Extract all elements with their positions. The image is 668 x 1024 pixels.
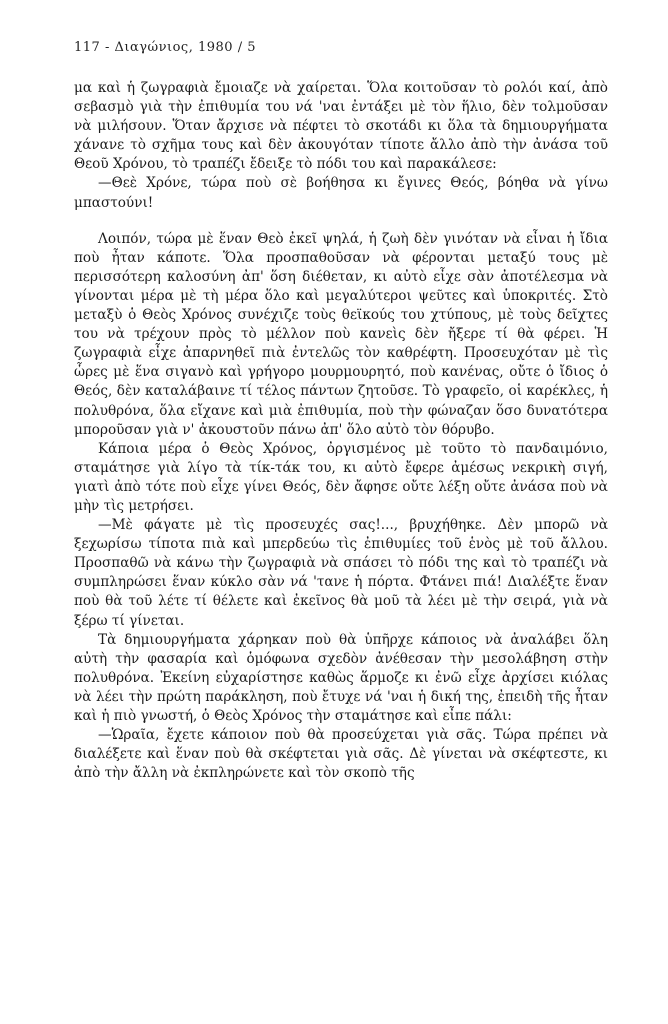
running-head: 117 - Διαγώνιος, 1980 / 5 <box>74 40 256 55</box>
paragraph: Κάποια μέρα ὁ Θεὸς Χρόνος, ὀργισμένος μὲ τοῦτο τὸ πανδαιμόνιο, σταμάτησε γιὰ λίγο τὰ τίκ-τάκ του, κι αὐτὸ ἔφερε ἀμέσως νεκρικὴ σιγή, γιατὶ ἀπὸ τότε ποὺ εἶχε γίνει Θεός, δὲν ἄφησε οὔτε λέξη οὔτε ἀνάσα ποὺ νὰ μὴν τὶς μετρήσει. <box>74 440 608 514</box>
body-text <box>74 79 608 783</box>
paragraph: Τὰ δημιουργήματα χάρηκαν ποὺ θὰ ὑπῆρχε κάποιος νὰ ἀναλάβει ὅλη αὐτὴ τὴν φασαρία καὶ ὁμόφωνα σχεδὸν ἀνέθεσαν τὴν μεσολάβηση στὴν πολυθρόνα. Ἐκείνη εὐχαρίστησε καθὼς ἅρμοζε κι ἐνῶ εἶχε ἀρχίσει κιόλας νὰ λέει τὴν πρώτη παράκληση, ποὺ ἔτυχε νά 'ναι ἡ δική της, ἐπειδὴ τῆς ἦταν καὶ ἡ πιὸ γνωστή, ὁ Θεὸς Χρόνος τὴν σταμάτησε καὶ εἶπε πάλι: <box>74 631 608 724</box>
dialogue-paragraph: —Ὡραῖα, ἔχετε κάποιον ποὺ θὰ προσεύχεται γιὰ σᾶς. Τώρα πρέπει νὰ διαλέξετε καὶ ἕναν ποὺ θὰ σκέφτεται γιὰ σᾶς. Δὲ γίνεται νὰ σκέφτεστε, κι ἀπὸ τὴν ἄλλη νὰ ἐκπληρώνετε καὶ τὸν σκοπὸ τῆς <box>74 727 608 782</box>
dialogue-paragraph: —Μὲ φάγατε μὲ τὶς προσευχές σας!..., βρυχήθηκε. Δὲν μπορῶ νὰ ξεχωρίσω τίποτα πιὰ καὶ μπερδεύω τὶς ἐπιθυμίες τοῦ ἑνὸς μὲ τοῦ ἄλλου. Προσπαθῶ νὰ κάνω τὴν ζωγραφιὰ νὰ σπάσει τὸ πόδι της καὶ τὸ τραπέζι νὰ συμπληρώσει ἕναν κύκλο σὰν νά 'τανε ἡ πόρτα. Φτάνει πιά! Διαλέξτε ἕναν ποὺ θὰ τοῦ λέτε τί θέλετε καὶ ἐκεῖνος θὰ μοῦ τὰ λέει μὲ τὴν σειρά, γιὰ νὰ ξέρω τί γίνεται. <box>74 517 608 629</box>
paragraph: μα καὶ ἡ ζωγραφιὰ ἔμοιαζε νὰ χαίρεται. Ὅλα κοιτοῦσαν τὸ ρολόι καί, ἀπὸ σεβασμὸ γιὰ τὴν ἐπιθυμία του νά 'ναι ἐντάξει μὲ τὸν ἥλιο, δὲν τολμοῦσαν νὰ μιλήσουν. Ὅταν ἄρχισε νὰ πέφτει τὸ σκοτάδι κι ὅλα τὰ δημιουργήματα χάνανε τὸ σχῆμα τους καὶ δὲν ἀκουγόταν τίποτε ἄλλο ἀπὸ τὴν ἀνάσα τοῦ Θεοῦ Χρόνου, τὸ τραπέζι ἔδειξε τὸ πόδι του καὶ παρακάλεσε: <box>74 80 608 173</box>
paragraph: Λοιπόν, τώρα μὲ ἕναν Θεὸ ἐκεῖ ψηλά, ἡ ζωὴ δὲν γινόταν νὰ εἶναι ἡ ἴδια ποὺ ἦταν κάποτε. Ὅλα προσπαθοῦσαν νὰ φέρονται μεταξύ τους μὲ περισσότερη καλοσύνη ἀπ' ὅση διέθεταν, κι αὐτὸ εἶχε σὰν ἀποτέλεσμα νὰ γίνονται μέρα μὲ τὴ μέρα ὅλο καὶ μεγαλύτεροι ψεῦτες καὶ ὑποκριτές. Στὸ μεταξὺ ὁ Θεὸς Χρόνος συνέχιζε τοὺς θεϊκούς του χτύπους, μὲ τοὺς δεῖχτες του νὰ τρέχουν πρὸς τὸ μέλλον ποὺ κανεὶς δὲν ἤξερε τί θὰ φέρει. Ἡ ζωγραφιὰ εἶχε ἀπαρνηθεῖ πιὰ ἐντελῶς τὸν καθρέφτη. Προσευχόταν μὲ τὶς ὧρες μὲ ἕνα σιγανὸ καὶ γρήγορο μουρμουρητό, ποὺ κανένας, οὔτε ὁ ἴδιος ὁ Θεός, δὲν καταλάβαινε τί τέλος πάντων ζητοῦσε. Τὸ γραφεῖο, οἱ καρέκλες, ἡ πολυθρόνα, ὅλα εἴχανε καὶ μιὰ ἐπιθυμία, ποὺ τὴν φώναζαν ὅσο δυνατότερα μποροῦσαν γιὰ ν' ἀκουστοῦν πάνω ἀπ' ὅλο αὐτὸ τὸν θόρυβο. <box>74 230 608 438</box>
dialogue-paragraph: —Θεὲ Χρόνε, τώρα ποὺ σὲ βοήθησα κι ἔγινες Θεός, βόηθα νὰ γίνω μπαστούνι! <box>74 175 608 211</box>
